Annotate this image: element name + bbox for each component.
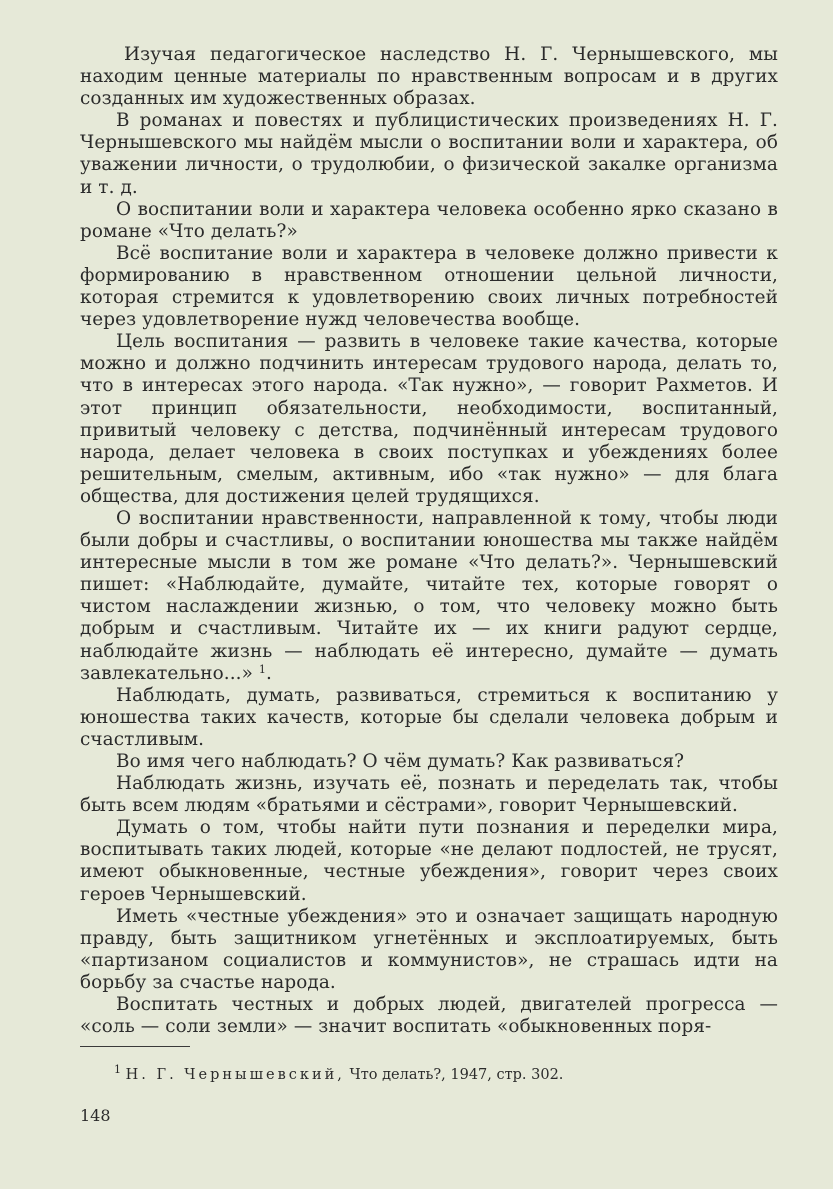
paragraph-1: Изучая педагогическое наследство Н. Г. Чернышевского, мы находим ценные материалы по нравственным вопросам и в других созданных им художественных образах. xyxy=(80,44,778,110)
paragraph-6: О воспитании нравственности, направленной к тому, чтобы люди были добры и счастливы, о воспитании юношества мы также найдём интересные мысли в том же романе «Что делать?». Чернышевский пишет: «Наблюдайте, думайте, читайте тех, которые говорят о чистом наслаждении жизнью, о том, что человеку можно быть добрым и счастливым. Читайте их — их книги радуют сердце, наблюдайте жизнь — наблюдать её интересно, думайте — думать завлекательно...» $^1$. xyxy=(80,507,778,684)
paragraph-3: О воспитании воли и характера человека особенно ярко сказано в романе «Что делать?» xyxy=(80,198,778,242)
footnote-marker: 1 xyxy=(114,1063,121,1076)
footnote-reference: 1 xyxy=(258,662,267,676)
paragraph-9: Наблюдать жизнь, изучать её, познать и переделать так, чтобы быть всем людям «братьями и сёстрами», говорит Чернышевский. xyxy=(80,773,778,817)
paragraph-10: Думать о том, чтобы найти пути познания и переделки мира, воспитывать таких людей, которые «не делают подлостей, не трусят, имеют обыкновенные, честные убеждения», говорит через своих героев Чернышевский. xyxy=(80,817,778,905)
footnote-source: Что делать?, 1947, стр. 302. xyxy=(349,1067,564,1083)
footnote xyxy=(114,1063,564,1084)
page-body xyxy=(80,44,778,1038)
paragraph-6-text: О воспитании нравственности, направленной к тому, чтобы люди были добры и счастливы, о воспитании юношества мы также найдём интересные мысли в том же романе «Что делать?». Чернышевский пишет: «Наблюдайте, думайте, читайте тех, которые говорят о чистом наслаждении жизнью, о том, что человеку можно быть добрым и счастливым. Читайте их — их книги радуют сердце, наблюдайте жизнь — наблюдать её интересно, думайте — думать завлекательно...» xyxy=(80,507,778,684)
footnote-divider xyxy=(80,1046,190,1047)
paragraph-5: Цель воспитания — развить в человеке такие качества, которые можно и должно подчинить интересам трудового народа, делать то, что в интересах этого народа. «Так нужно», — говорит Рахметов. И этот принцип обязательности, необходимости, воспитанный, привитый человеку с детства, подчинённый интересам трудового народа, делает человека в своих поступках и убеждениях более решительным, смелым, активным, ибо «так нужно» — для блага общества, для достижения целей трудящихся. xyxy=(80,331,778,507)
page-number: 148 xyxy=(80,1106,111,1125)
paragraph-11: Иметь «честные убеждения» это и означает защищать народную правду, быть защитником угнетённых и эксплоатируемых, быть «партизаном социалистов и коммунистов», не страшась идти на борьбу за счастье народа. xyxy=(80,905,778,993)
footnote-author: Н. Г. Чернышевский, xyxy=(125,1067,345,1083)
paragraph-7: Наблюдать, думать, развиваться, стремиться к воспитанию у юношества таких качеств, которые бы сделали человека добрым и счастливым. xyxy=(80,684,778,750)
paragraph-12: Воспитать честных и добрых людей, двигателей прогресса — «соль — соли земли» — значит воспитать «обыкновенных поря- xyxy=(80,994,778,1038)
paragraph-4: Всё воспитание воли и характера в человеке должно привести к формированию в нравственном отношении цельной личности, которая стремится к удовлетворению своих личных потребностей через удовлетворение нужд человечества вообще. xyxy=(80,242,778,331)
paragraph-2: В романах и повестях и публицистических произведениях Н. Г. Чернышевского мы найдём мысли о воспитании воли и характера, об уважении личности, о трудолюбии, о физической закалке организма и т. д. xyxy=(80,110,778,198)
paragraph-8: Во имя чего наблюдать? О чём думать? Как развиваться? xyxy=(116,751,685,772)
